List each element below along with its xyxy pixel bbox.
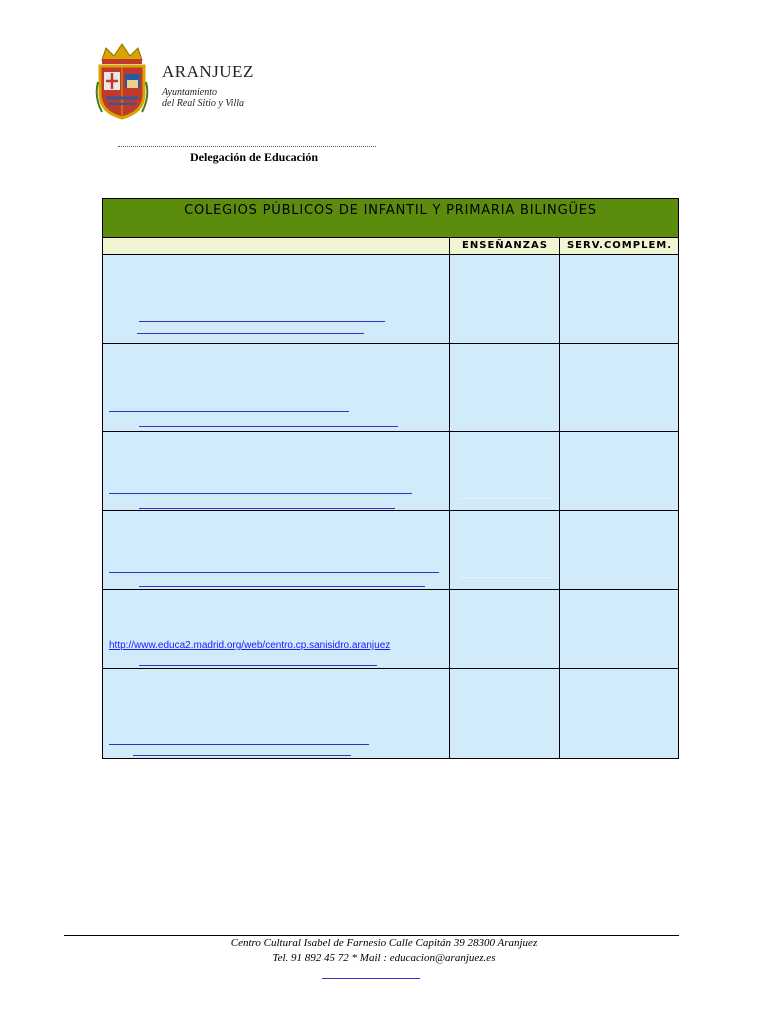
school-cell bbox=[103, 432, 449, 510]
school-cell bbox=[103, 590, 449, 668]
school-cell bbox=[103, 344, 449, 431]
delegation-title: Delegación de Educación bbox=[190, 150, 318, 164]
school-cell bbox=[103, 669, 449, 758]
serv-complem-cell bbox=[559, 511, 679, 589]
table-row bbox=[103, 590, 678, 669]
link-underline[interactable] bbox=[109, 493, 412, 494]
column-header-serv-complem: SERV.COMPLEM. bbox=[559, 238, 679, 254]
faint-divider bbox=[460, 498, 550, 499]
link-underline[interactable] bbox=[109, 744, 369, 745]
table-title: COLEGIOS PÚBLICOS DE INFANTIL Y PRIMARIA BILINGÜES bbox=[184, 203, 597, 218]
ensenanzas-cell bbox=[449, 590, 560, 668]
ensenanzas-cell bbox=[449, 344, 560, 431]
serv-complem-cell bbox=[559, 432, 679, 510]
footer-address: Centro Cultural Isabel de Farnesio Calle Capitán 39 28300 Aranjuez bbox=[230, 937, 538, 949]
serv-complem-cell bbox=[559, 255, 679, 343]
link-underline[interactable] bbox=[109, 572, 439, 573]
link-underline[interactable] bbox=[139, 508, 395, 509]
dotted-divider bbox=[118, 146, 376, 147]
link-underline[interactable] bbox=[109, 411, 349, 412]
org-name: ARANJUEZ bbox=[162, 62, 254, 81]
footer-contact: Tel. 91 892 45 72 * Mail : educacion@aranjuez.es bbox=[272, 952, 496, 964]
faint-divider bbox=[460, 577, 550, 578]
coat-of-arms-icon bbox=[94, 42, 150, 120]
ensenanzas-cell bbox=[449, 511, 560, 589]
table-row bbox=[103, 255, 678, 344]
link-underline[interactable] bbox=[133, 755, 351, 756]
schools-table bbox=[102, 198, 679, 759]
table-row bbox=[103, 432, 678, 511]
table-row bbox=[103, 669, 678, 758]
ensenanzas-cell bbox=[449, 669, 560, 758]
link-underline[interactable] bbox=[139, 321, 385, 322]
table-row bbox=[103, 344, 678, 432]
aranjuez-logo bbox=[76, 40, 256, 124]
org-subtitle-1: Ayuntamiento bbox=[162, 87, 217, 98]
footer-divider bbox=[64, 935, 679, 936]
table-row bbox=[103, 511, 678, 590]
serv-complem-cell bbox=[559, 344, 679, 431]
table-header-row bbox=[103, 238, 678, 255]
table-title-bar bbox=[103, 199, 678, 238]
school-cell bbox=[103, 511, 449, 589]
school-website-link[interactable]: http://www.educa2.madrid.org/web/centro.cp.sanisidro.aranjuez bbox=[109, 640, 391, 651]
column-header-ensenanzas: ENSEÑANZAS bbox=[449, 238, 560, 254]
serv-complem-cell bbox=[559, 590, 679, 668]
ensenanzas-cell bbox=[449, 432, 560, 510]
ensenanzas-cell bbox=[449, 255, 560, 343]
link-underline[interactable] bbox=[137, 333, 364, 334]
link-underline[interactable] bbox=[139, 426, 398, 427]
serv-complem-cell bbox=[559, 669, 679, 758]
footer-link-underline[interactable] bbox=[322, 978, 420, 979]
link-underline[interactable] bbox=[139, 665, 377, 666]
school-cell bbox=[103, 255, 449, 343]
link-underline[interactable] bbox=[139, 586, 425, 587]
org-subtitle-2: del Real Sitio y Villa bbox=[162, 98, 245, 109]
